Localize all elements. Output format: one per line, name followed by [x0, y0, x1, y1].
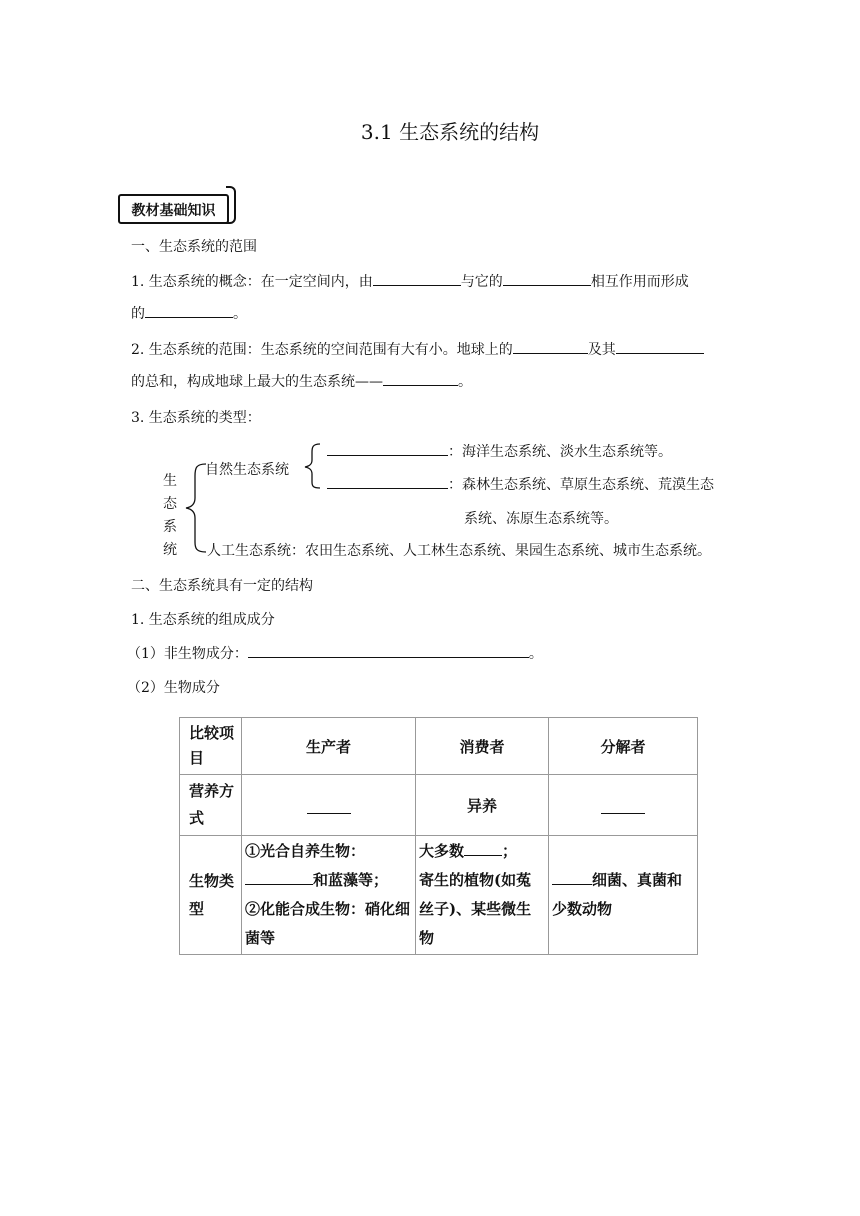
section-heading-2: 二、生态系统具有一定的结构 — [131, 578, 313, 594]
fill-blank[interactable] — [307, 799, 351, 814]
text: 的总和，构成地球上最大的生态系统—— — [131, 374, 383, 390]
table-row — [180, 775, 698, 836]
fill-blank[interactable] — [373, 271, 461, 286]
badge-scroll-decoration — [226, 186, 236, 224]
char: 生 — [163, 473, 177, 489]
fill-blank[interactable] — [601, 799, 645, 814]
paragraph-concept-cont — [131, 303, 247, 323]
table-label-cell: 营养方式 — [180, 775, 242, 836]
text: ①光合自养生物： — [245, 842, 366, 860]
text: ：森林生态系统、草原生态系统、荒漠生态 — [448, 477, 714, 493]
table-cell — [549, 775, 698, 836]
text — [245, 866, 412, 895]
text: 1. 生态系统的概念：在一定空间内，由 — [131, 274, 373, 290]
tree-land — [327, 474, 714, 494]
text: 和蓝藻等； — [313, 871, 389, 889]
table-row — [180, 718, 698, 775]
tree-artificial: 人工生态系统：农田生态系统、人工林生态系统、果园生态系统、城市生态系统。 — [207, 543, 711, 559]
text: 的 — [131, 306, 145, 322]
fill-blank[interactable] — [552, 870, 592, 885]
text: 寄生的植物(如菟丝子)、某些微生物 — [419, 871, 532, 947]
fill-blank[interactable] — [503, 271, 591, 286]
fill-blank[interactable] — [464, 841, 502, 856]
section-badge: 教材基础知识 — [118, 194, 229, 224]
tree-root-label — [163, 470, 179, 562]
fill-blank[interactable] — [145, 303, 233, 318]
table-label-cell: 生物类型 — [180, 836, 242, 955]
text: 相互作用而形成 — [590, 274, 689, 290]
fill-blank[interactable] — [248, 643, 529, 658]
char: 系 — [163, 519, 177, 535]
paragraph-range — [131, 339, 704, 359]
table-cell — [549, 836, 698, 955]
fill-blank[interactable] — [327, 474, 448, 489]
table-cell — [242, 836, 416, 955]
fill-blank[interactable] — [513, 339, 588, 354]
paragraph-abiotic — [127, 643, 543, 663]
paragraph-biotic: （2）生物成分 — [127, 680, 220, 696]
tree-natural: 自然生态系统 — [205, 462, 289, 478]
text: ：海洋生态系统、淡水生态系统等。 — [448, 444, 672, 460]
text: （1）非生物成分： — [127, 646, 248, 662]
paragraph-range-cont — [131, 371, 472, 391]
text: 2. 生态系统的范围：生态系统的空间范围有大有小。地球上的 — [131, 342, 513, 358]
text: 及其 — [587, 342, 616, 358]
text: ； — [502, 842, 518, 860]
table-row — [180, 836, 698, 955]
tree-marine — [327, 441, 672, 461]
fill-blank[interactable] — [383, 371, 458, 386]
paragraph-types: 3. 生态系统的类型： — [131, 410, 261, 426]
text: ②化能合成生物：硝化细菌等 — [245, 900, 411, 947]
fill-blank[interactable] — [616, 339, 704, 354]
table-header-cell: 比较项目 — [180, 718, 242, 775]
table-header-cell: 生产者 — [242, 718, 416, 775]
text: 与它的 — [460, 274, 503, 290]
text: 。 — [233, 306, 247, 322]
table-cell — [416, 836, 549, 955]
text: 。 — [458, 374, 472, 390]
char: 统 — [163, 542, 177, 558]
table-header-cell: 消费者 — [416, 718, 549, 775]
text: 大多数 — [419, 842, 465, 860]
page-title: 3.1 生态系统的结构 — [360, 120, 540, 144]
fill-blank[interactable] — [245, 870, 313, 885]
text: 。 — [528, 646, 543, 662]
tree-land-cont: 系统、冻原生态系统等。 — [464, 511, 618, 527]
table-cell: 异养 — [416, 775, 549, 836]
section-heading-1: 一、生态系统的范围 — [131, 239, 257, 255]
fill-blank[interactable] — [327, 441, 448, 456]
text — [419, 837, 545, 866]
paragraph-concept — [131, 271, 689, 291]
text: 细菌、真菌和少数动物 — [552, 871, 683, 918]
table-header-cell: 分解者 — [549, 718, 698, 775]
small-brace-icon — [298, 442, 324, 490]
paragraph-components: 1. 生态系统的组成成分 — [131, 612, 275, 628]
comparison-table — [179, 717, 698, 955]
big-brace-icon — [178, 462, 208, 554]
char: 态 — [163, 496, 177, 512]
table-cell — [242, 775, 416, 836]
